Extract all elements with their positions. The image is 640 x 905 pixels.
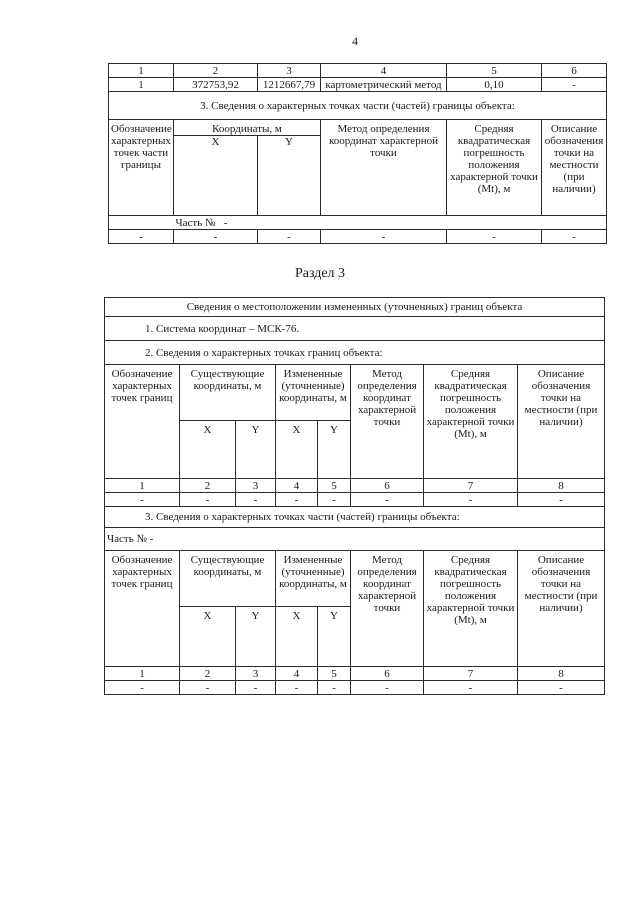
col-x: X: [180, 607, 236, 667]
col-num: 2: [180, 667, 236, 681]
col-designation: Обозначение характерных точек границ: [105, 551, 180, 667]
table-row: [105, 317, 605, 341]
empty-cell: -: [258, 230, 321, 244]
empty-cell: -: [180, 681, 236, 695]
section-title: 3. Сведения о характерных точках части (частей) границы объекта:: [109, 92, 607, 120]
col-num: 5: [318, 479, 351, 493]
col-num: 8: [518, 479, 605, 493]
coord-x: 372753,92: [174, 78, 258, 92]
col-changed-coords: Измененные (уточненные) координаты, м: [276, 551, 351, 607]
header-num: 2: [174, 64, 258, 78]
table-row: [105, 551, 605, 607]
empty-cell: -: [542, 230, 607, 244]
col-error: Средняя квадратическая погрешность положения характерной точки (Mt), м: [424, 365, 518, 479]
col-description: Описание обозначения точки на местности (при наличии): [542, 120, 607, 216]
coordinate-system: 1. Система координат – МСК-76.: [105, 317, 605, 341]
col-coords: Координаты, м: [174, 120, 321, 136]
points-title: 2. Сведения о характерных точках границ объекта:: [105, 341, 605, 365]
point-number: 1: [109, 78, 174, 92]
empty-cell: -: [424, 681, 518, 695]
col-num: 4: [276, 667, 318, 681]
col-y: Y: [258, 136, 321, 216]
empty-cell: -: [174, 230, 258, 244]
col-y: Y: [318, 421, 351, 479]
col-y: Y: [236, 421, 276, 479]
col-y: Y: [318, 607, 351, 667]
empty-cell: -: [321, 230, 447, 244]
error: 0,10: [447, 78, 542, 92]
page-number: 4: [352, 34, 358, 48]
col-x: X: [180, 421, 236, 479]
col-num: 3: [236, 479, 276, 493]
empty-cell: -: [424, 493, 518, 507]
col-description: Описание обозначения точки на местности (при наличии): [518, 365, 605, 479]
empty-cell: -: [518, 681, 605, 695]
table-row: [105, 528, 605, 551]
table-row: [109, 92, 607, 120]
col-num: 3: [236, 667, 276, 681]
part-label: Часть №: [175, 216, 216, 229]
table-row: [109, 230, 607, 244]
col-num: 5: [318, 667, 351, 681]
header-num: 5: [447, 64, 542, 78]
col-num: 4: [276, 479, 318, 493]
table-boundaries: [104, 297, 605, 695]
col-x: X: [174, 136, 258, 216]
col-existing-coords: Существующие координаты, м: [180, 551, 276, 607]
table-row: [105, 493, 605, 507]
parts-title: 3. Сведения о характерных точках части (частей) границы объекта:: [105, 507, 605, 528]
header-num: 6: [542, 64, 607, 78]
empty-cell: -: [105, 493, 180, 507]
empty-cell: -: [109, 230, 174, 244]
col-error: Средняя квадратическая погрешность положения характерной точки (Mt), м: [424, 551, 518, 667]
empty-cell: -: [351, 681, 424, 695]
empty-cell: -: [236, 681, 276, 695]
col-x: X: [276, 607, 318, 667]
table-row: [105, 667, 605, 681]
col-num: 6: [351, 667, 424, 681]
header-num: 1: [109, 64, 174, 78]
col-changed-coords: Измененные (уточненные) координаты, м: [276, 365, 351, 421]
col-error: Средняя квадратическая погрешность положения характерной точки (Mt), м: [447, 120, 542, 216]
table-row: [105, 507, 605, 528]
col-num: 2: [180, 479, 236, 493]
empty-cell: -: [236, 493, 276, 507]
col-y: Y: [236, 607, 276, 667]
col-designation: Обозначение характерных точек части границы: [109, 120, 174, 216]
col-method: Метод определения координат характерной точки: [351, 551, 424, 667]
col-num: 1: [105, 479, 180, 493]
col-method: Метод определения координат характерной точки: [351, 365, 424, 479]
col-num: 6: [351, 479, 424, 493]
empty-cell: -: [105, 681, 180, 695]
table-row: [109, 216, 607, 230]
table-row: [109, 120, 607, 136]
col-num: 8: [518, 667, 605, 681]
table-part-points: [108, 63, 607, 244]
table-row: [109, 78, 607, 92]
part-value: -: [223, 216, 228, 229]
empty-cell: -: [318, 493, 351, 507]
empty-cell: -: [180, 493, 236, 507]
method: картометрический метод: [321, 78, 447, 92]
col-num: 7: [424, 479, 518, 493]
part-number: [174, 216, 607, 230]
header-num: 3: [258, 64, 321, 78]
description: -: [542, 78, 607, 92]
col-designation: Обозначение характерных точек границ: [105, 365, 180, 479]
col-num: 1: [105, 667, 180, 681]
coord-y: 1212667,79: [258, 78, 321, 92]
table-row: [105, 341, 605, 365]
col-description: Описание обозначения точки на местности (при наличии): [518, 551, 605, 667]
empty-cell: -: [276, 493, 318, 507]
table-row: [105, 298, 605, 317]
empty-cell: -: [447, 230, 542, 244]
table-row: [105, 365, 605, 421]
col-x: X: [276, 421, 318, 479]
col-method: Метод определения координат характерной точки: [321, 120, 447, 216]
col-existing-coords: Существующие координаты, м: [180, 365, 276, 421]
empty-cell: -: [351, 493, 424, 507]
empty-cell: -: [318, 681, 351, 695]
col-num: 7: [424, 667, 518, 681]
section-heading: Раздел 3: [294, 266, 346, 281]
empty-cell: -: [518, 493, 605, 507]
table-row: [105, 479, 605, 493]
table-header: Сведения о местоположении измененных (уточненных) границ объекта: [105, 298, 605, 317]
part-number: Часть № -: [105, 528, 605, 551]
table-row: [105, 681, 605, 695]
empty-cell: -: [276, 681, 318, 695]
header-num: 4: [321, 64, 447, 78]
table-row: [109, 64, 607, 78]
